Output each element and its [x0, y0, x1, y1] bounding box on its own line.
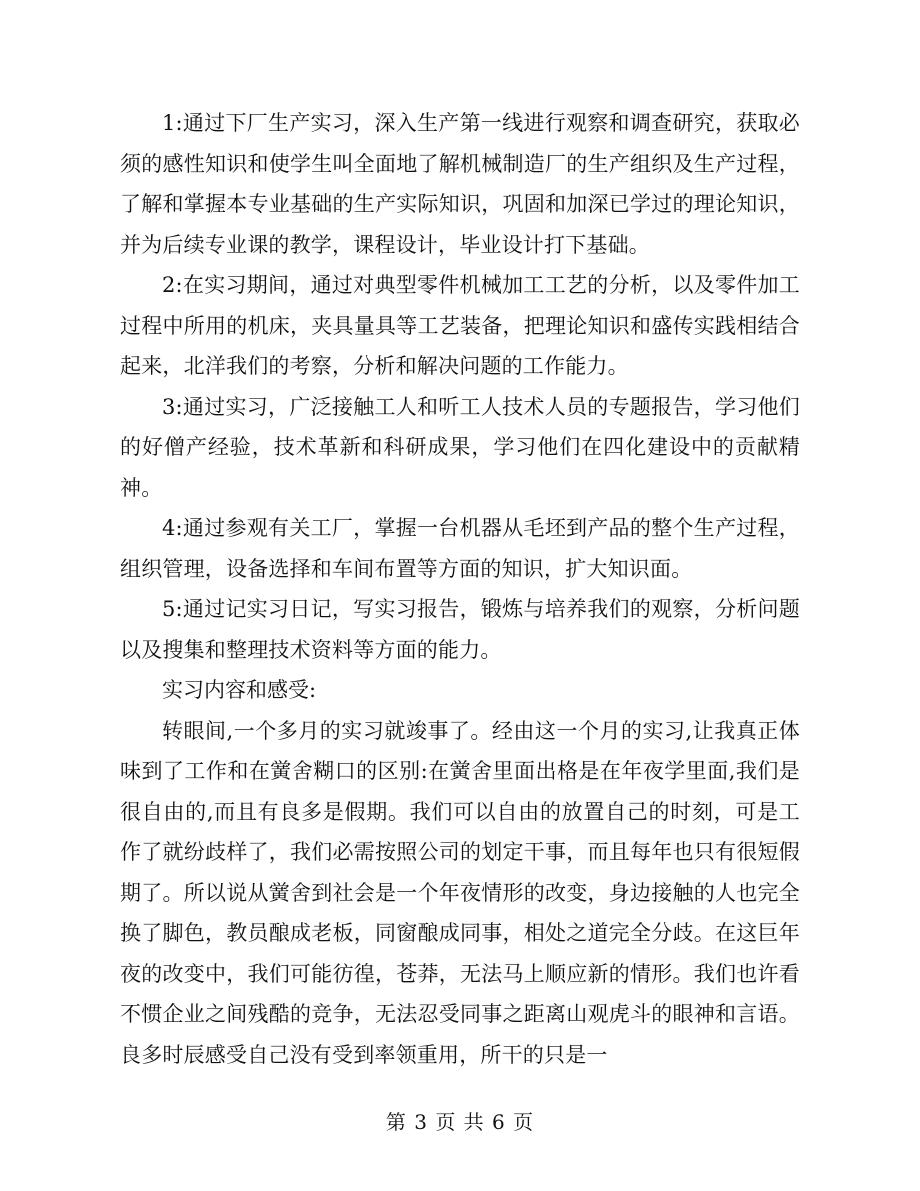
paragraph-3: 3:通过实习，广泛接触工人和听工人技术人员的专题报告，学习他们的好僧产经验，技术革新和科研成果，学习他们在四化建设中的贡献精神。 [120, 394, 800, 500]
section-heading: 实习内容和感受: [162, 678, 317, 702]
page-number-footer: 第 3 页 共 6 页 [385, 1110, 535, 1134]
paragraph-5: 5:通过记实习日记，写实习报告，锻炼与培养我们的观察，分析问题以及搜集和整理技术资料等方面的能力。 [120, 597, 800, 662]
paragraph-4: 4:通过参观有关工厂，掌握一台机器从毛坯到产品的整个生产过程，组织管理，设备选择和车间布置等方面的知识，扩大知识面。 [120, 516, 800, 581]
paragraph-2: 2:在实习期间，通过对典型零件机械加工工艺的分析，以及零件加工过程中所用的机床，夹具量具等工艺装备，把理论知识和盛传实践相结合起来，北洋我们的考察，分析和解决问题的工作能力。 [120, 273, 800, 378]
paragraph-1: 1:通过下厂生产实习，深入生产第一线进行观察和调查研究，获取必须的感性知识和使学生叫全面地了解机械制造厂的生产组织及生产过程，了解和掌握本专业基础的生产实际知识，巩固和加深已学过的理论知识，并为后续专业课的教学，课程设计，毕业设计打下基础。 [120, 111, 800, 257]
body-paragraph: 转眼间,一个多月的实习就竣事了。经由这一个月的实习,让我真正体味到了工作和在黉舍糊口的区别:在黉舍里面出格是在年夜学里面,我们是很自由的,而且有良多是假期。我们可以自由的放置自己的时刻，可是工作了就纷歧样了，我们必需按照公司的划定干事，而且每年也只有很短假期了。所以说从黉舍到社会是一个年夜情形的改变，身边接触的人也完全换了脚色，教员酿成老板，同窗酿成同事，相处之道完全分歧。在这巨年夜的改变中，我们可能彷徨，苍莽，无法马上顺应新的情形。我们也许看不惯企业之间残酷的竞争，无法忍受同事之距离山观虎斗的眼神和言语。良多时辰感受自己没有受到率领重用，所干的只是一 [120, 718, 800, 1067]
